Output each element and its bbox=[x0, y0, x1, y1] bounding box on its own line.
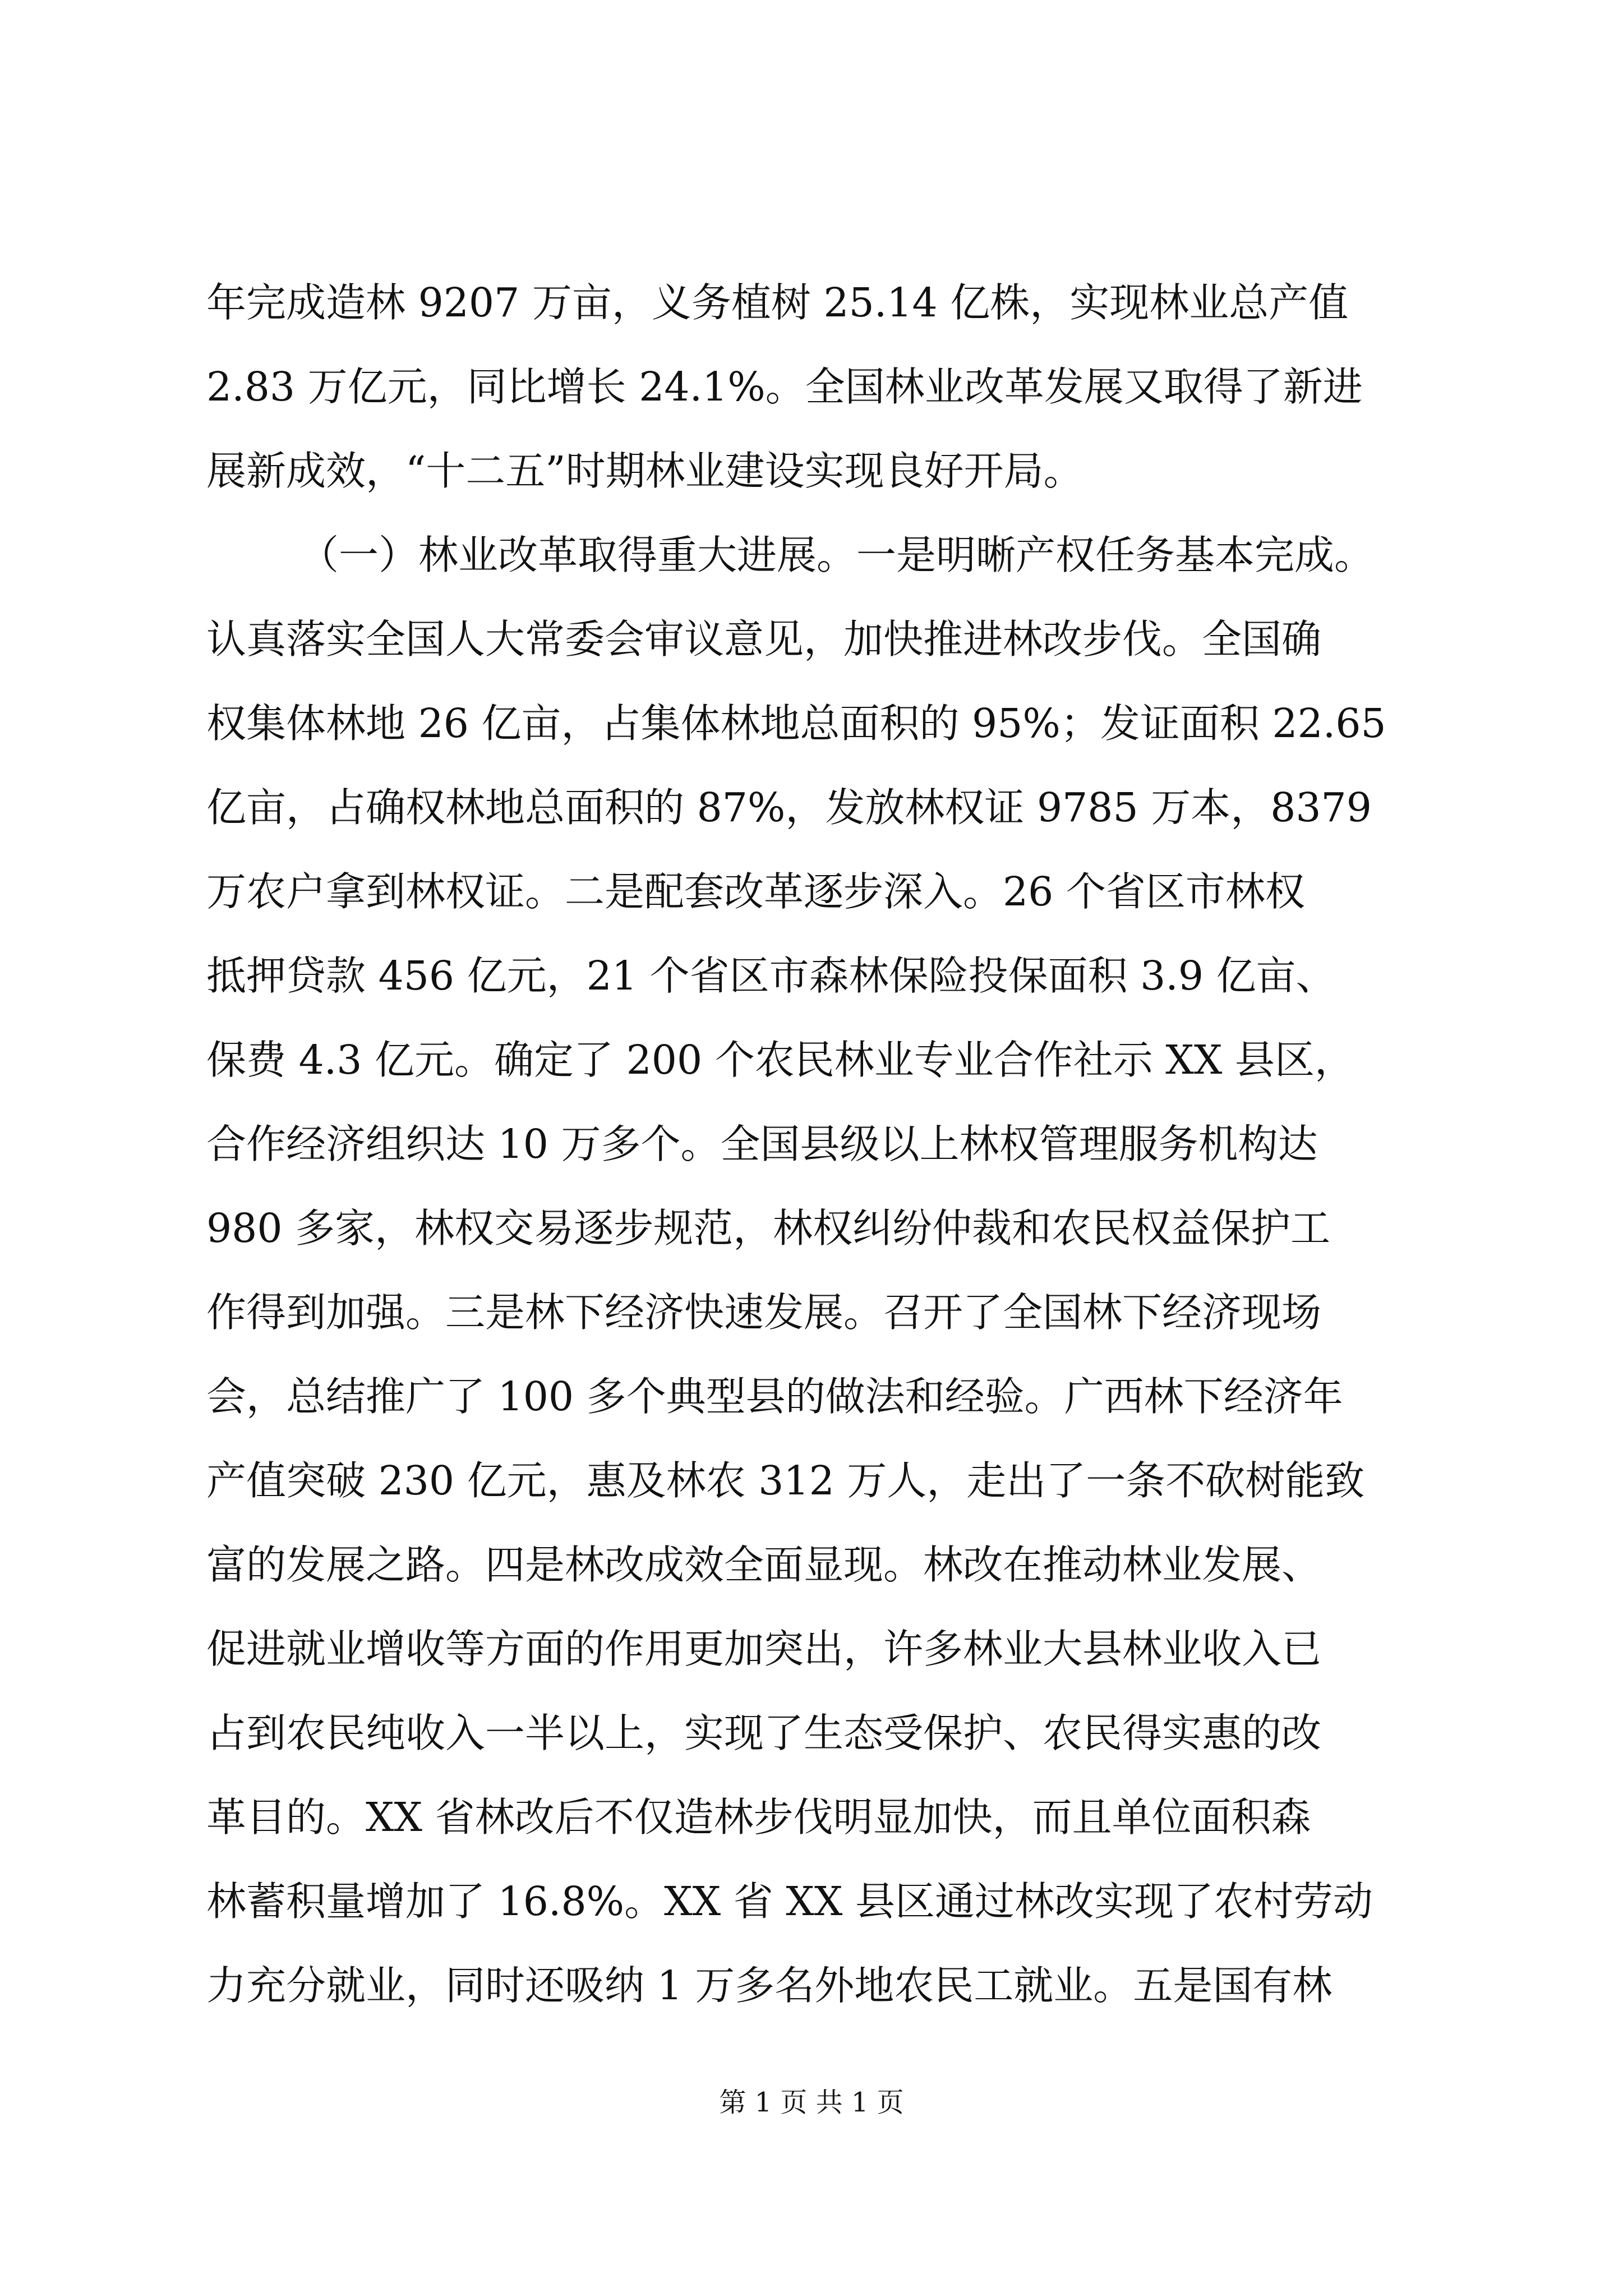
text-line: 力充分就业，同时还吸纳 1 万多名外地农民工就业。五是国有林 bbox=[206, 1962, 1332, 2009]
text-line: 980 多家，林权交易逐步规范，林权纠纷仲裁和农民权益保护工 bbox=[206, 1205, 1331, 1251]
text-line: 认真落实全国人大常委会审议意见，加快推进林改步伐。全国确 bbox=[206, 616, 1322, 662]
text-line: 富的发展之路。四是林改成效全面显现。林改在推动林业发展、 bbox=[206, 1542, 1322, 1588]
text-line: 促进就业增收等方面的作用更加突出，许多林业大县林业收入已 bbox=[206, 1626, 1322, 1672]
text-line: 万农户拿到林权证。二是配套改革逐步深入。26 个省区市林权 bbox=[206, 868, 1305, 915]
text-line: 产值突破 230 亿元，惠及林农 312 万人，走出了一条不砍树能致 bbox=[206, 1457, 1365, 1504]
text-line: 作得到加强。三是林下经济快速发展。召开了全国林下经济现场 bbox=[206, 1289, 1322, 1336]
text-line: 会，总结推广了 100 多个典型县的做法和经验。广西林下经济年 bbox=[206, 1373, 1343, 1420]
text-line: 保费 4.3 亿元。确定了 200 个农民林业专业合作社示 XX 县区， bbox=[206, 1037, 1354, 1083]
text-line: 革目的。XX 省林改后不仅造林步伐明显加快，而且单位面积森 bbox=[206, 1794, 1311, 1841]
text-line: 2.83 万亿元，同比增长 24.1%。全国林业改革发展又取得了新进 bbox=[206, 364, 1363, 410]
text-line: 抵押贷款 456 亿元，21 个省区市森林保险投保面积 3.9 亿亩、 bbox=[206, 953, 1336, 999]
text-line: 展新成效，“十二五”时期林业建设实现良好开局。 bbox=[206, 448, 1083, 494]
text-line: 林蓄积量增加了 16.8%。XX 省 XX 县区通过林改实现了农村劳动 bbox=[206, 1878, 1373, 1925]
page-number-footer: 第 1 页 共 1 页 bbox=[719, 2087, 904, 2118]
text-line: 权集体林地 26 亿亩，占集体林地总面积的 95%；发证面积 22.65 bbox=[206, 700, 1386, 747]
paragraph-heading-line: （一）林业改革取得重大进展。一是明晰产权任务基本完成。 bbox=[299, 532, 1375, 578]
text-line: 占到农民纯收入一半以上，实现了生态受保护、农民得实惠的改 bbox=[206, 1710, 1322, 1756]
text-line: 亿亩，占确权林地总面积的 87%，发放林权证 9785 万本，8379 bbox=[206, 784, 1372, 831]
text-line: 合作经济组织达 10 万多个。全国县级以上林权管理服务机构达 bbox=[206, 1121, 1318, 1167]
text-line: 年完成造林 9207 万亩，义务植树 25.14 亿株，实现林业总产值 bbox=[206, 279, 1349, 326]
